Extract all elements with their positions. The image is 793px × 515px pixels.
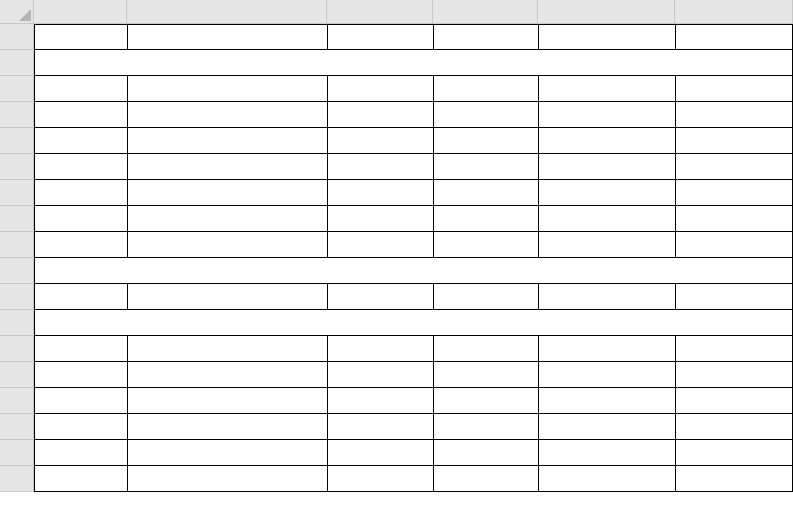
cell-e8[interactable] xyxy=(538,206,675,232)
cell-b13[interactable] xyxy=(127,336,327,362)
cell-f13[interactable] xyxy=(675,336,793,362)
column-border xyxy=(675,76,676,258)
cell-e7[interactable] xyxy=(538,180,675,206)
column-header-c[interactable] xyxy=(327,0,433,24)
cell-f16[interactable] xyxy=(675,414,793,440)
column-border xyxy=(538,336,539,492)
cell-a4[interactable] xyxy=(34,102,127,128)
row-border xyxy=(34,361,792,362)
cell-a15[interactable] xyxy=(34,388,127,414)
cell-a3[interactable] xyxy=(34,76,127,102)
row-border xyxy=(34,257,792,258)
cell-e5[interactable] xyxy=(538,128,675,154)
row-border xyxy=(34,127,792,128)
cell-b18[interactable] xyxy=(127,466,327,492)
column-border xyxy=(327,76,328,258)
row-header-1[interactable] xyxy=(0,24,34,50)
column-border xyxy=(127,336,128,492)
row-header-13[interactable] xyxy=(0,336,34,362)
row-header-8[interactable] xyxy=(0,206,34,232)
column-border xyxy=(675,284,676,310)
cell-d3[interactable] xyxy=(433,76,538,102)
column-border xyxy=(127,76,128,258)
cell-b5[interactable] xyxy=(127,128,327,154)
row-border xyxy=(34,413,792,414)
cell-d9[interactable] xyxy=(433,232,538,258)
row-header-5[interactable] xyxy=(0,128,34,154)
cell-e1[interactable] xyxy=(538,24,675,50)
column-header-a[interactable] xyxy=(34,0,127,24)
cell-f8[interactable] xyxy=(675,206,793,232)
cell-e6[interactable] xyxy=(538,154,675,180)
column-border xyxy=(433,336,434,492)
row-border xyxy=(34,179,792,180)
column-border xyxy=(433,284,434,310)
row-border xyxy=(34,491,792,492)
cell-a18[interactable] xyxy=(34,466,127,492)
cell-c4[interactable] xyxy=(327,102,433,128)
cell-b6[interactable] xyxy=(127,154,327,180)
cell-a8[interactable] xyxy=(34,206,127,232)
cell-a14[interactable] xyxy=(34,362,127,388)
row-border xyxy=(34,439,792,440)
row-header-6[interactable] xyxy=(0,154,34,180)
cell-f14[interactable] xyxy=(675,362,793,388)
cell-f6[interactable] xyxy=(675,154,793,180)
grid-top-border xyxy=(34,24,792,25)
column-border xyxy=(127,24,128,50)
cell-c18[interactable] xyxy=(327,466,433,492)
cell-a9[interactable] xyxy=(34,232,127,258)
cell-c17[interactable] xyxy=(327,440,433,466)
cell-b16[interactable] xyxy=(127,414,327,440)
row-border xyxy=(34,231,792,232)
section-title xyxy=(34,50,793,76)
cell-c7[interactable] xyxy=(327,180,433,206)
column-border xyxy=(675,336,676,492)
row-header-2[interactable] xyxy=(0,50,34,76)
cell-a6[interactable] xyxy=(34,154,127,180)
cell-c14[interactable] xyxy=(327,362,433,388)
row-header-18[interactable] xyxy=(0,466,34,492)
row-header-17[interactable] xyxy=(0,440,34,466)
column-header-f[interactable] xyxy=(675,0,793,24)
row-header-4[interactable] xyxy=(0,102,34,128)
column-border xyxy=(433,24,434,50)
section-title xyxy=(34,258,793,284)
row-header-10[interactable] xyxy=(0,258,34,284)
cell-d11[interactable] xyxy=(433,284,538,310)
cell-d4[interactable] xyxy=(433,102,538,128)
cell-c16[interactable] xyxy=(327,414,433,440)
column-header-b[interactable] xyxy=(127,0,327,24)
cell-c13[interactable] xyxy=(327,336,433,362)
cell-e14[interactable] xyxy=(538,362,675,388)
row-border xyxy=(34,465,792,466)
cell-e3[interactable] xyxy=(538,76,675,102)
cell-b14[interactable] xyxy=(127,362,327,388)
row-border xyxy=(34,335,792,336)
row-border xyxy=(34,283,792,284)
cell-e18[interactable] xyxy=(538,466,675,492)
cell-d14[interactable] xyxy=(433,362,538,388)
cell-f5[interactable] xyxy=(675,128,793,154)
cell-d6[interactable] xyxy=(433,154,538,180)
cell-d5[interactable] xyxy=(433,128,538,154)
row-header-12[interactable] xyxy=(0,310,34,336)
cell-d17[interactable] xyxy=(433,440,538,466)
cell-f7[interactable] xyxy=(675,180,793,206)
cell-e17[interactable] xyxy=(538,440,675,466)
cell-a13[interactable] xyxy=(34,336,127,362)
column-border xyxy=(127,284,128,310)
cell-a16[interactable] xyxy=(34,414,127,440)
column-border xyxy=(538,284,539,310)
row-header-14[interactable] xyxy=(0,362,34,388)
cell-e16[interactable] xyxy=(538,414,675,440)
select-all-triangle-icon xyxy=(19,9,31,21)
cell-f3[interactable] xyxy=(675,76,793,102)
cell-d13[interactable] xyxy=(433,336,538,362)
cell-a1[interactable] xyxy=(34,24,127,50)
cell-f18[interactable] xyxy=(675,466,793,492)
cell-f9[interactable] xyxy=(675,232,793,258)
cell-b17[interactable] xyxy=(127,440,327,466)
row-header-16[interactable] xyxy=(0,414,34,440)
column-border xyxy=(675,24,676,50)
cell-b11[interactable] xyxy=(127,284,327,310)
cell-f1[interactable] xyxy=(675,24,793,50)
column-border xyxy=(34,24,35,492)
cell-f11[interactable] xyxy=(675,284,793,310)
cell-e15[interactable] xyxy=(538,388,675,414)
row-border xyxy=(34,387,792,388)
row-header-9[interactable] xyxy=(0,232,34,258)
column-border xyxy=(327,336,328,492)
row-header-15[interactable] xyxy=(0,388,34,414)
cell-a5[interactable] xyxy=(34,128,127,154)
cell-c5[interactable] xyxy=(327,128,433,154)
cell-c1[interactable] xyxy=(327,24,433,50)
cell-b8[interactable] xyxy=(127,206,327,232)
column-border xyxy=(433,76,434,258)
cell-d1[interactable] xyxy=(433,24,538,50)
select-all-corner[interactable] xyxy=(0,0,34,24)
cell-c6[interactable] xyxy=(327,154,433,180)
cell-d15[interactable] xyxy=(433,388,538,414)
column-border xyxy=(327,284,328,310)
cell-b1[interactable] xyxy=(127,24,327,50)
row-header-7[interactable] xyxy=(0,180,34,206)
row-border xyxy=(34,75,792,76)
cell-d18[interactable] xyxy=(433,466,538,492)
cell-a11[interactable] xyxy=(34,284,127,310)
column-header-e[interactable] xyxy=(538,0,675,24)
cell-e9[interactable] xyxy=(538,232,675,258)
cell-f17[interactable] xyxy=(675,440,793,466)
cell-f15[interactable] xyxy=(675,388,793,414)
section-title xyxy=(34,310,793,336)
column-border xyxy=(538,24,539,50)
cell-b7[interactable] xyxy=(127,180,327,206)
row-header-3[interactable] xyxy=(0,76,34,102)
cell-e11[interactable] xyxy=(538,284,675,310)
cell-e13[interactable] xyxy=(538,336,675,362)
column-header-d[interactable] xyxy=(433,0,538,24)
cell-b3[interactable] xyxy=(127,76,327,102)
cell-e4[interactable] xyxy=(538,102,675,128)
cell-a17[interactable] xyxy=(34,440,127,466)
cell-c8[interactable] xyxy=(327,206,433,232)
cell-c15[interactable] xyxy=(327,388,433,414)
cell-d7[interactable] xyxy=(433,180,538,206)
row-border xyxy=(34,101,792,102)
row-border xyxy=(34,153,792,154)
row-border xyxy=(34,49,792,50)
row-header-11[interactable] xyxy=(0,284,34,310)
cell-c9[interactable] xyxy=(327,232,433,258)
column-border xyxy=(327,24,328,50)
row-border xyxy=(34,205,792,206)
cell-b9[interactable] xyxy=(127,232,327,258)
row-border xyxy=(34,309,792,310)
cell-c3[interactable] xyxy=(327,76,433,102)
column-border xyxy=(538,76,539,258)
cell-f4[interactable] xyxy=(675,102,793,128)
cell-d8[interactable] xyxy=(433,206,538,232)
cell-a7[interactable] xyxy=(34,180,127,206)
cell-d16[interactable] xyxy=(433,414,538,440)
cell-b4[interactable] xyxy=(127,102,327,128)
cell-c11[interactable] xyxy=(327,284,433,310)
cell-b15[interactable] xyxy=(127,388,327,414)
